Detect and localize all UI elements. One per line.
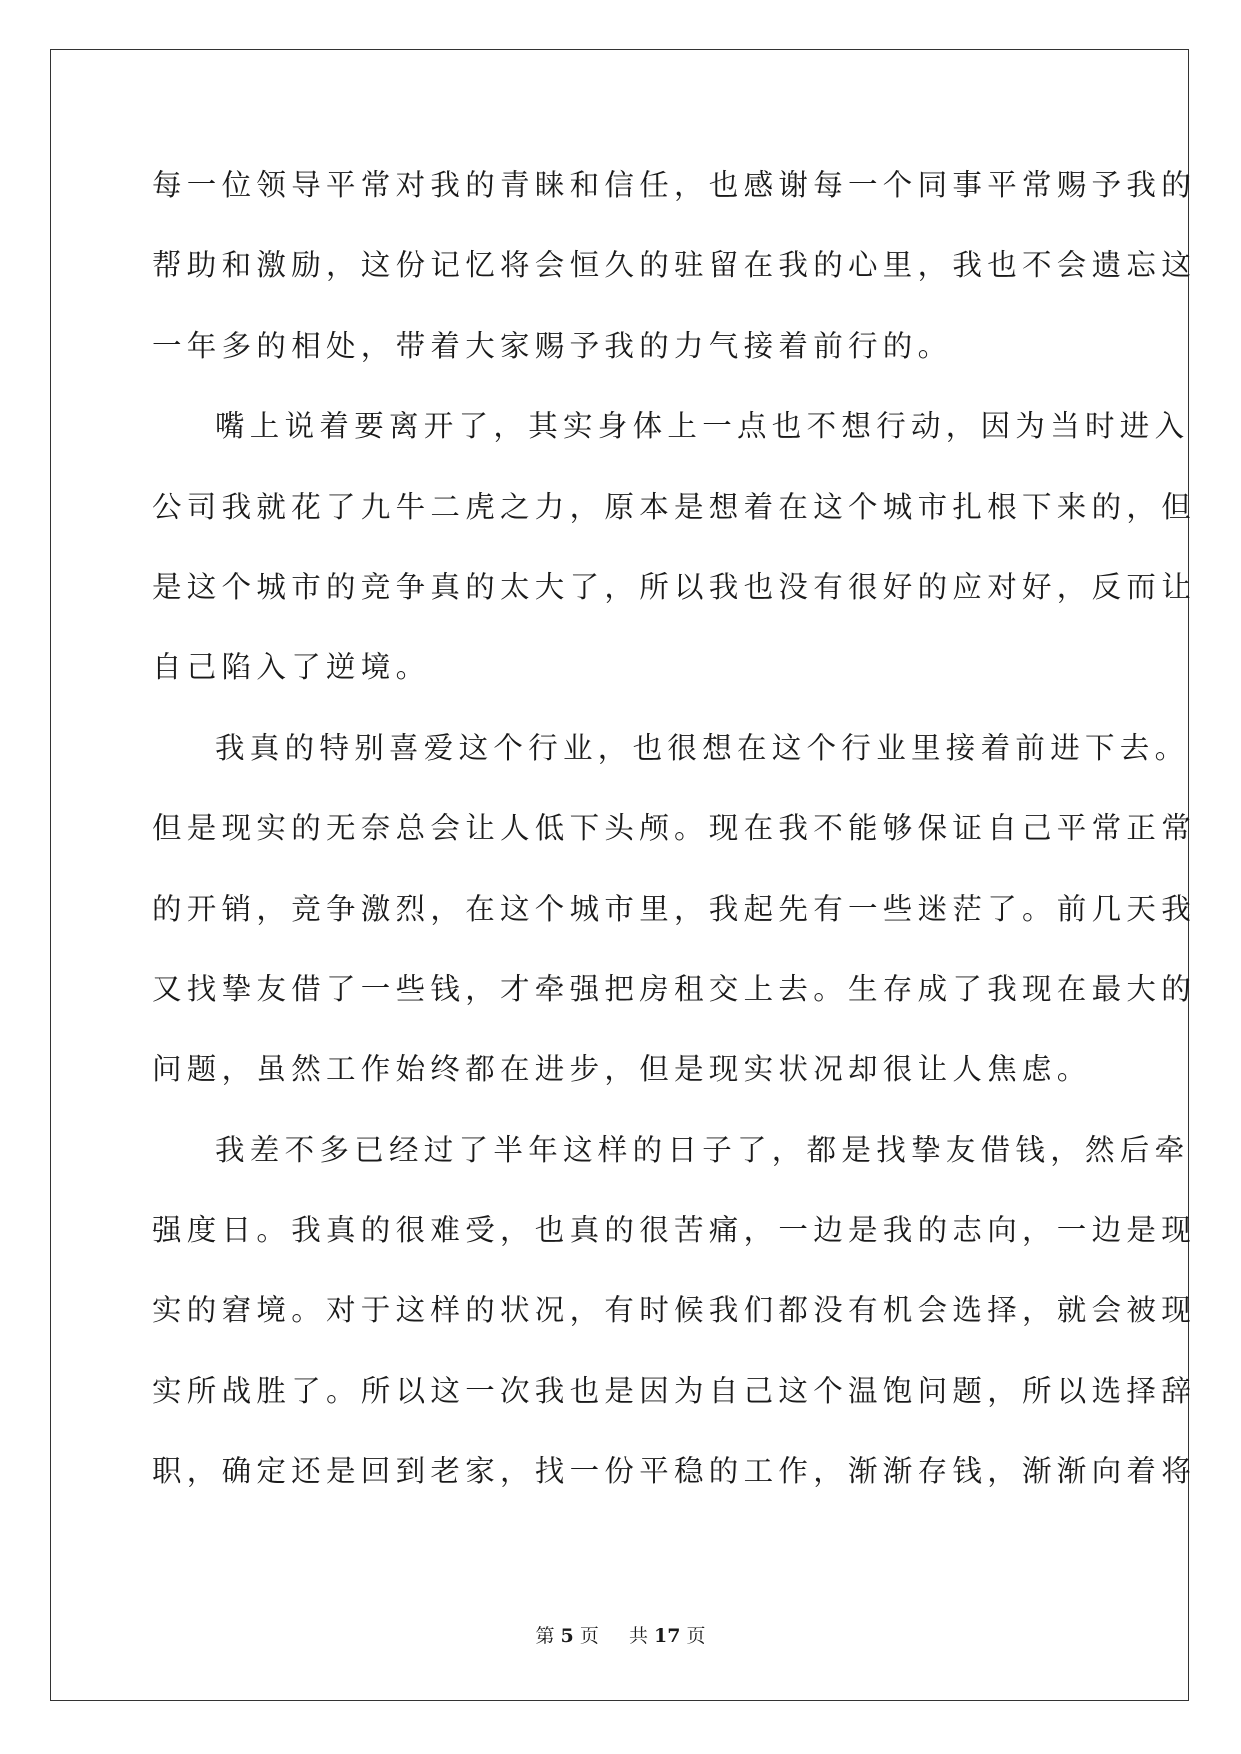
text-line: 的开销，竞争激烈，在这个城市里，我起先有一些迷茫了。前几天我	[152, 891, 1197, 926]
paragraph-first-line: 嘴上说着要离开了，其实身体上一点也不想行动，因为当时进入	[215, 409, 1190, 444]
text-line: 是这个城市的竞争真的太大了，所以我也没有很好的应对好，反而让	[152, 569, 1197, 604]
total-suffix: 页	[686, 1625, 706, 1647]
text-line: 公司我就花了九牛二虎之力，原本是想着在这个城市扎根下来的，但	[152, 489, 1197, 524]
total-pages-label	[629, 1624, 706, 1648]
document-body	[152, 160, 1197, 1527]
paragraph-first-line: 我真的特别喜爱这个行业，也很想在这个行业里接着前进下去。	[215, 730, 1190, 765]
page-suffix: 页	[579, 1625, 599, 1647]
total-pages: 17	[654, 1625, 681, 1647]
text-line: 帮助和激励，这份记忆将会恒久的驻留在我的心里，我也不会遗忘这	[152, 248, 1197, 283]
text-line: 每一位领导平常对我的青睐和信任，也感谢每一个同事平常赐予我的	[152, 168, 1197, 202]
text-line: 问题，虽然工作始终都在进步，但是现实状况却很让人焦虑。	[152, 1052, 1092, 1087]
page-footer	[0, 1624, 1241, 1648]
text-line: 职，确定还是回到老家，找一份平稳的工作，渐渐存钱，渐渐向着将	[152, 1454, 1197, 1489]
text-line: 又找挚友借了一些钱，才牵强把房租交上去。生存成了我现在最大的	[152, 971, 1197, 1006]
page-number-label	[535, 1624, 598, 1648]
text-line: 自己陷入了逆境。	[152, 650, 431, 685]
total-prefix: 共	[628, 1625, 648, 1647]
text-line: 实的窘境。对于这样的状况，有时候我们都没有机会选择，就会被现	[152, 1293, 1197, 1328]
text-line: 但是现实的无奈总会让人低下头颅。现在我不能够保证自己平常正常	[152, 811, 1197, 846]
page-number: 5	[560, 1625, 574, 1647]
text-line: 强度日。我真的很难受，也真的很苦痛，一边是我的志向，一边是现	[152, 1213, 1197, 1248]
text-line: 实所战胜了。所以这一次我也是因为自己这个温饱问题，所以选择辞	[152, 1373, 1197, 1408]
text-line: 一年多的相处，带着大家赐予我的力气接着前行的。	[152, 328, 953, 363]
page-prefix: 第	[535, 1625, 555, 1647]
paragraph-first-line: 我差不多已经过了半年这样的日子了，都是找挚友借钱，然后牵	[215, 1132, 1190, 1167]
